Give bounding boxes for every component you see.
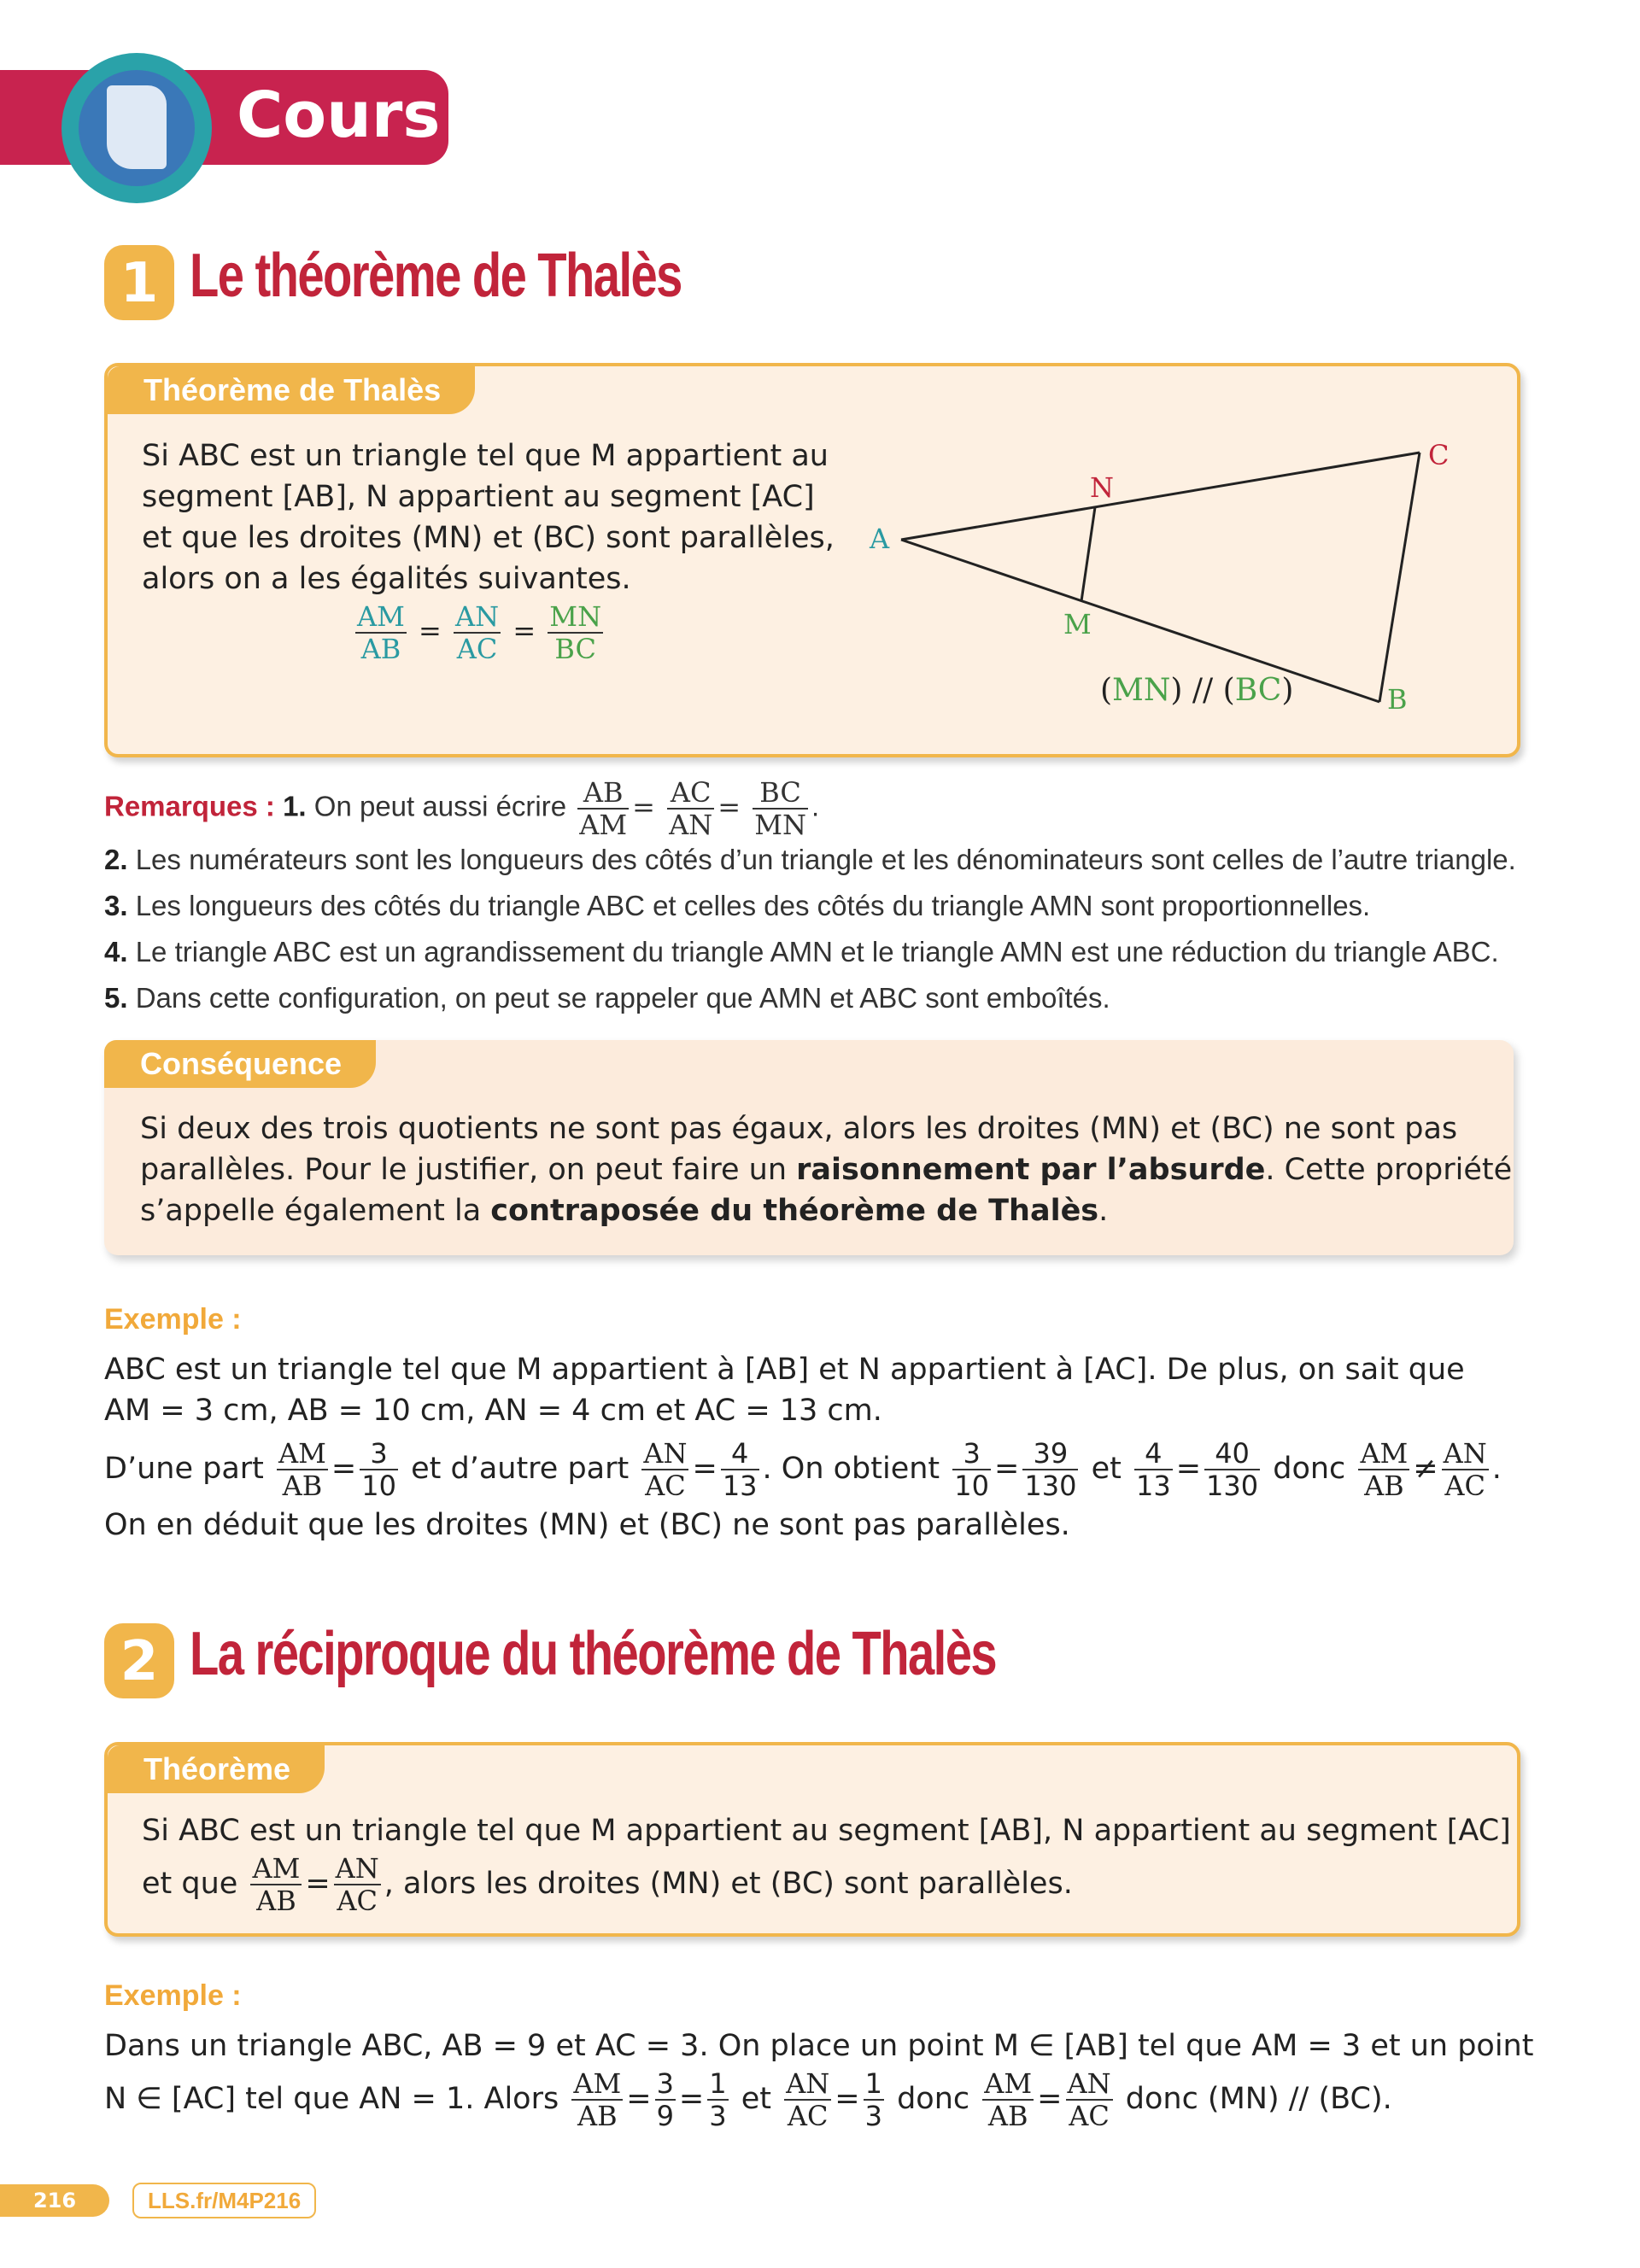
fraction-ab-am: $\frac{AB}{AM}$ — [579, 776, 628, 841]
point-c-label: C — [1428, 439, 1450, 471]
segment-mn — [1081, 507, 1095, 601]
document-icon — [107, 85, 167, 169]
fraction-am-ab: $\frac{AM}{AB}$ — [573, 2067, 622, 2132]
fraction-1-3: $\frac{1}{3}$ — [709, 2067, 727, 2132]
section-2-badge: 2 — [104, 1623, 174, 1698]
fraction-am-ab: $\frac{AM}{AB}$ — [357, 600, 405, 665]
thales-equalities: $\frac{AM}{AB}$ = $\frac{AN}{AC}$ = $\frac{MN}{BC}$ — [357, 600, 602, 665]
lls-link[interactable]: LLS.fr/M4P216 — [132, 2183, 316, 2218]
point-b-label: B — [1387, 683, 1408, 716]
segment-ac — [901, 453, 1420, 540]
fraction-am-ab: $\frac{AM}{AB}$ — [252, 1852, 301, 1917]
page-number: 216 — [0, 2184, 109, 2217]
fraction-an-ac: $\frac{AN}{AC}$ — [1067, 2067, 1111, 2132]
fraction-4-13: $\frac{4}{13}$ — [722, 1437, 758, 1502]
fraction-am-ab: $\frac{AM}{AB}$ — [984, 2067, 1033, 2132]
remark-2: 2. Les numérateurs sont les longueurs des côtés d’un triangle et les dénominateurs sont celles de l’autre triangle. — [104, 844, 1516, 875]
fraction-1-3: $\frac{1}{3}$ — [864, 2067, 882, 2132]
fraction-3-10: $\frac{3}{10}$ — [361, 1437, 396, 1502]
fraction-an-ac: $\frac{AN}{AC}$ — [455, 600, 500, 665]
section-1-title: Le théorème de Thalès — [190, 242, 682, 310]
consequence-line-3: s’appelle également la contraposée du théorème de Thalès. — [140, 1194, 1109, 1228]
cours-title: Cours — [237, 79, 441, 152]
remark-3: 3. Les longueurs des côtés du triangle ABC et celles des côtés du triangle AMN sont proportionnelles. — [104, 890, 1371, 921]
thales-line-3: et que les droites (MN) et (BC) sont parallèles, — [142, 521, 835, 555]
example-1-line-1: ABC est un triangle tel que M appartient à [AB] et N appartient à [AC]. De plus, on sait que — [104, 1353, 1465, 1387]
fraction-am-ab: $\frac{AM}{AB}$ — [278, 1437, 326, 1502]
remark-1: Remarques : 1. On peut aussi écrire $\frac{AB}{AM}$ = $\frac{AC}{AN}$ = $\frac{BC}{MN}$ . — [104, 776, 820, 841]
fraction-an-ac: $\frac{AN}{AC}$ — [335, 1852, 379, 1917]
consequence-tag: Conséquence — [104, 1040, 376, 1088]
fraction-39-130: $\frac{39}{130}$ — [1024, 1437, 1077, 1502]
reciprocal-line-1: Si ABC est un triangle tel que M appartient au segment [AB], N appartient au segment [AC] — [142, 1814, 1511, 1848]
remark-5: 5. Dans cette configuration, on peut se rappeler que AMN et ABC sont emboîtés. — [104, 982, 1110, 1014]
fraction-ac-an: $\frac{AC}{AN}$ — [669, 776, 713, 841]
reciprocal-theorem-tag: Théorème — [108, 1745, 325, 1793]
consequence-text — [140, 1108, 1512, 1231]
example-2-line-2: N ∈ [AC] tel que AN = 1. Alors $\frac{AM}{AB}$ = $\frac{3}{9}$ = $\frac{1}{3}$ et $\frac{AN}{AC}$ = $\frac{1}{3}$ donc $\frac{AM}{AB}$ = $\frac{AN}{AC}$ donc (MN) // (BC). — [104, 2067, 1392, 2132]
fraction-an-ac: $\frac{AN}{AC}$ — [786, 2067, 830, 2132]
consequence-line-1: Si deux des trois quotients ne sont pas égaux, alors les droites (MN) et (BC) ne sont pas — [140, 1112, 1458, 1146]
section-1-badge: 1 — [104, 245, 174, 320]
example-1-line-2: AM = 3 cm, AB = 10 cm, AN = 4 cm et AC = 13 cm. — [104, 1394, 882, 1428]
example-2-label: Exemple : — [104, 1979, 242, 2012]
example-2-line-1: Dans un triangle ABC, AB = 9 et AC = 3. On place un point M ∈ [AB] tel que AM = 3 et un point — [104, 2029, 1534, 2063]
thales-line-4: alors on a les égalités suivantes. — [142, 562, 631, 596]
consequence-line-2: parallèles. Pour le justifier, on peut faire un raisonnement par l’absurde. Cette propriété — [140, 1153, 1513, 1187]
thales-line-1: Si ABC est un triangle tel que M appartient au — [142, 439, 829, 473]
thales-theorem-tag: Théorème de Thalès — [108, 366, 475, 414]
thales-line-2: segment [AB], N appartient au segment [AC] — [142, 480, 815, 514]
parallel-note: (MN) // (BC) — [1100, 673, 1294, 708]
fraction-mn-bc: $\frac{MN}{BC}$ — [549, 600, 602, 665]
point-a-label: A — [870, 523, 890, 555]
fraction-am-ab: $\frac{AM}{AB}$ — [1360, 1437, 1409, 1502]
example-1-line-3: D’une part $\frac{AM}{AB}$ = $\frac{3}{10}$ et d’autre part $\frac{AN}{AC}$ = $\frac{4}{13}$ . On obtient $\frac{3}{10}$ = $\frac{39}{130}$ et $\frac{4}{13}$ = $\frac{40}{130}$ donc $\frac{AM}{AB}$ ≠ $\frac{AN}{AC}$ . — [104, 1437, 1502, 1502]
fraction-an-ac: $\frac{AN}{AC}$ — [643, 1437, 688, 1502]
segment-bc — [1379, 453, 1420, 702]
thales-theorem-text — [142, 435, 835, 599]
fraction-bc-mn: $\frac{BC}{MN}$ — [754, 776, 806, 841]
fraction-3-10: $\frac{3}{10}$ — [954, 1437, 990, 1502]
point-n-label: N — [1090, 471, 1114, 504]
reciprocal-line-2: et que $\frac{AM}{AB}$ = $\frac{AN}{AC}$ , alors les droites (MN) et (BC) sont parallèles. — [142, 1852, 1073, 1917]
remark-4: 4. Le triangle ABC est un agrandissement du triangle AMN et le triangle AMN est une réduction du triangle ABC. — [104, 936, 1499, 967]
fraction-40-130: $\frac{40}{130}$ — [1206, 1437, 1259, 1502]
example-1-line-4: On en déduit que les droites (MN) et (BC) ne sont pas parallèles. — [104, 1508, 1070, 1542]
fraction-3-9: $\frac{3}{9}$ — [656, 2067, 674, 2132]
example-1-label: Exemple : — [104, 1303, 242, 1336]
section-2-title: La réciproque du théorème de Thalès — [190, 1620, 997, 1688]
fraction-4-13: $\frac{4}{13}$ — [1135, 1437, 1171, 1502]
fraction-an-ac: $\frac{AN}{AC}$ — [1443, 1437, 1487, 1502]
point-m-label: M — [1063, 608, 1092, 640]
